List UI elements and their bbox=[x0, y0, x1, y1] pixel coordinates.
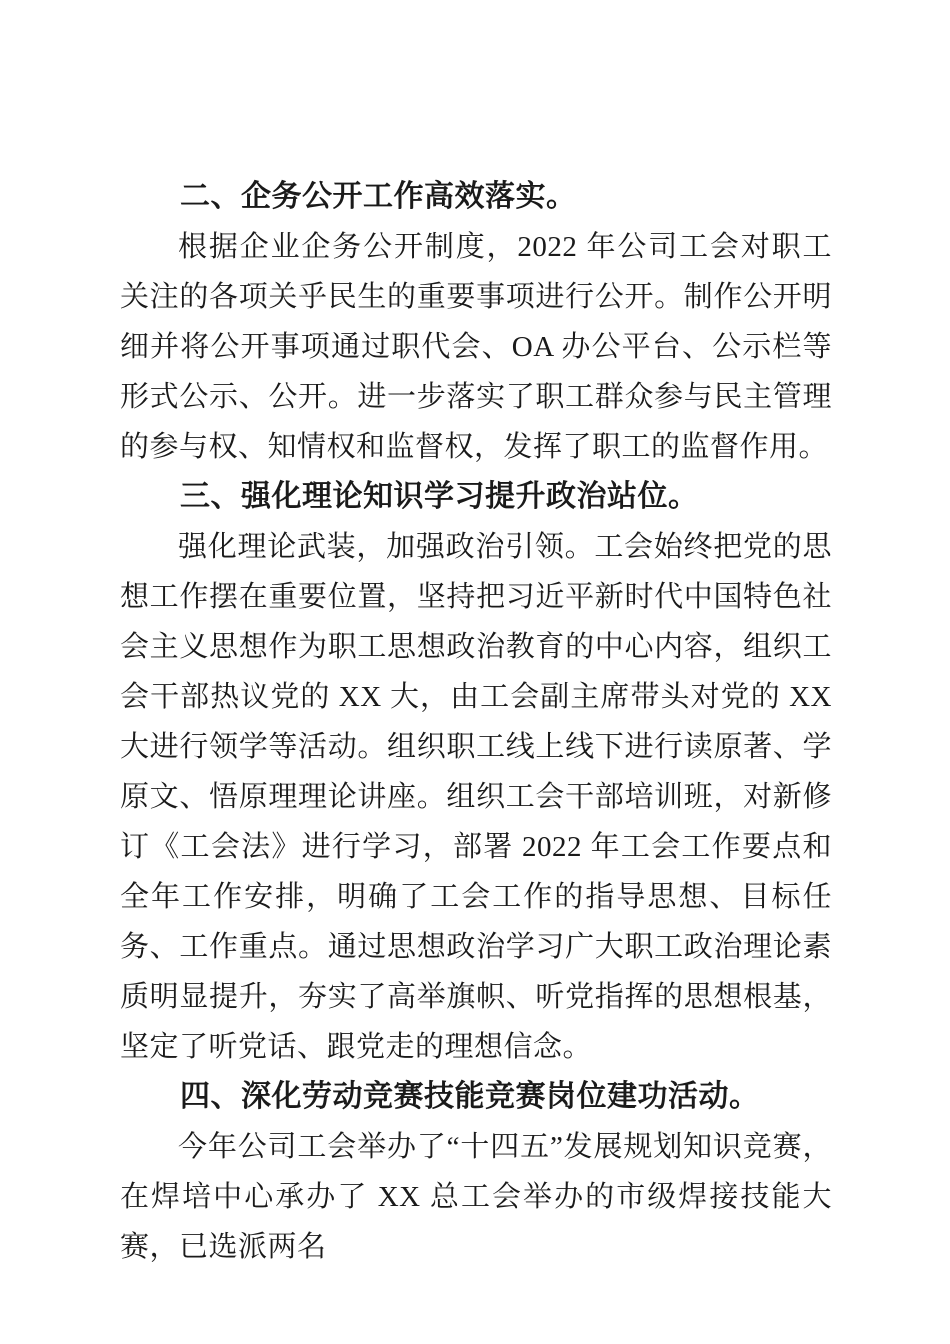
section-3-paragraph: 强化理论武装，加强政治引领。工会始终把党的思想工作摆在重要位置，坚持把习近平新时代中国特色社会主义思想作为职工思想政治教育的中心内容，组织工会干部热议党的 XX 大，由工会副主席带头对党的 XX 大进行领学等活动。组织职工线上线下进行读原著、学原文、悟原理理论讲座。组织工会干部培训班，对新修订《工会法》进行学习，部署 2022 年工会工作要点和全年工作安排，明确了工会工作的指导思想、目标任务、工作重点。通过思想政治学习广大职工政治理论素质明显提升，夯实了高举旗帜、听党指挥的思想根基，坚定了听党话、跟党走的理想信念。 bbox=[120, 531, 832, 1063]
section-heading-4: 四、深化劳动竞赛技能竞赛岗位建功活动。 bbox=[180, 1080, 760, 1113]
section-heading-2: 二、企务公开工作高效落实。 bbox=[180, 180, 577, 213]
section-heading-3: 三、强化理论知识学习提升政治站位。 bbox=[180, 480, 699, 513]
section-2-paragraph: 根据企业企务公开制度，2022 年公司工会对职工关注的各项关乎民生的重要事项进行公开。制作公开明细并将公开事项通过职代会、OA 办公平台、公示栏等形式公示、公开。进一步落实了职工群众参与民主管理的参与权、知情权和监督权，发挥了职工的监督作用。 bbox=[120, 231, 832, 463]
section-4-paragraph: 今年公司工会举办了“十四五”发展规划知识竞赛，在焊培中心承办了 XX 总工会举办的市级焊接技能大赛，已选派两名 bbox=[120, 1131, 832, 1263]
